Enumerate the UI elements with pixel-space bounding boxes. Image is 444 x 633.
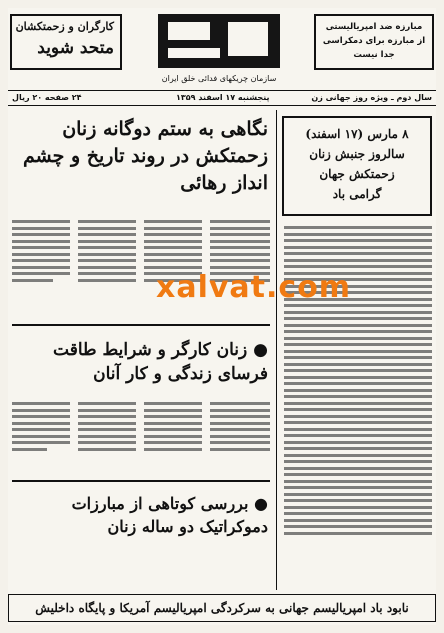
text-column xyxy=(210,402,270,472)
headline-1: نگاهی به ستم دوگانه زنان زحمتکش در روند تاریخ و چشم انداز رهائی xyxy=(23,118,268,194)
headline-2: ● زنان کارگر و شرایط طاقت فرسای زندگی و کار آنان xyxy=(53,340,268,384)
footer-banner: نابود باد امپریالیسم جهانی به سرکردگی امپریالیسم آمریکا و پایگاه داخلیش xyxy=(8,594,436,622)
slogan-left-line1: کارگران و زحمتکشان xyxy=(15,20,114,33)
slogan-right-line2: از مبارزه برای دمکراسی xyxy=(322,36,426,46)
womens-day-line4: گرامی باد xyxy=(332,187,382,201)
slogan-left-line2: متحد شوید xyxy=(37,38,114,58)
issue-date: پنجشنبه ۱۷ اسفند ۱۳۵۹ xyxy=(176,93,270,102)
text-column xyxy=(78,402,136,472)
date-strip xyxy=(8,90,436,106)
sidebar-column xyxy=(280,110,436,590)
womens-day-box xyxy=(282,116,432,216)
organization-name: سازمان چریکهای فدائی خلق ایران xyxy=(161,74,277,83)
article-2-body xyxy=(12,402,270,472)
text-column xyxy=(144,402,202,472)
slogan-box-left xyxy=(10,14,122,70)
headline-3: ● بررسی کوتاهی از مبارزات دموکراتیک دو ساله زنان xyxy=(71,494,268,536)
divider xyxy=(12,324,270,326)
newspaper-page xyxy=(8,8,436,625)
slogan-right-line3: جدا نیست xyxy=(353,50,395,60)
main-column xyxy=(8,110,277,590)
text-column xyxy=(78,220,136,308)
issue-label: سال دوم ـ ویژه روز جهانی زن xyxy=(311,93,432,102)
price-info: ۲۴ صفحه ۲۰ ریال xyxy=(12,93,82,102)
womens-day-line2: سالروز جنبش زنان xyxy=(309,147,405,161)
womens-day-line3: زحمتکش جهان xyxy=(319,167,395,181)
watermark-text: xalvat.com xyxy=(156,270,352,305)
text-column xyxy=(12,402,70,472)
divider xyxy=(12,480,270,482)
slogan-right-line1: مبارزه ضد امپریالیستی xyxy=(325,22,423,32)
womens-day-line1: ۸ مارس (۱۷ اسفند) xyxy=(305,127,409,141)
slogan-box-right xyxy=(314,14,434,70)
newspaper-logo xyxy=(158,14,280,68)
text-column xyxy=(12,220,70,308)
masthead xyxy=(8,8,436,90)
